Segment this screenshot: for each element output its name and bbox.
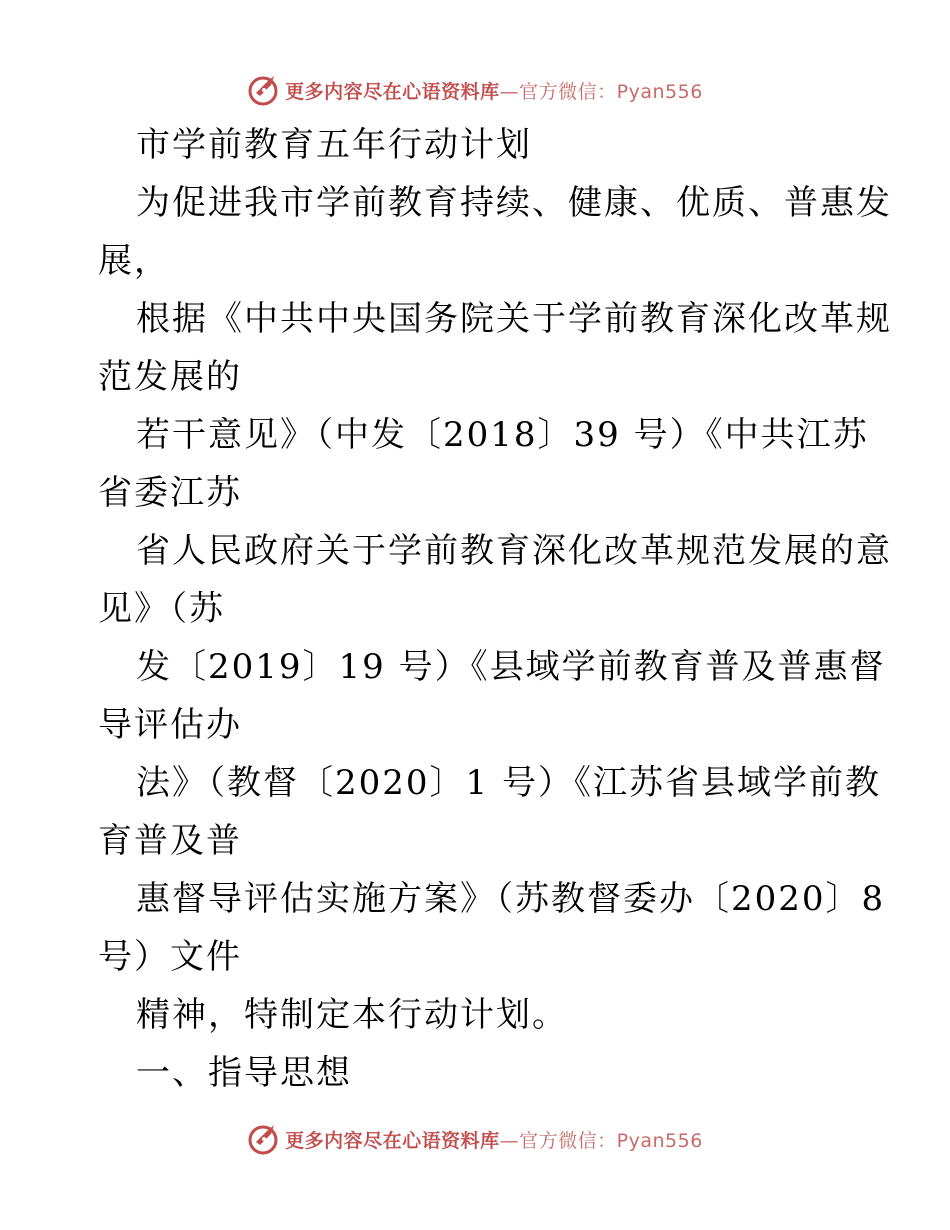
pen-logo-icon xyxy=(247,73,281,107)
banner-site-text: 更多内容尽在心语资料库 xyxy=(285,80,500,103)
paragraph-line: 见》（苏 xyxy=(98,589,225,629)
paragraph-line: 号）文件 xyxy=(98,937,242,977)
paragraph-line: 范发展的 xyxy=(98,357,242,397)
section-heading: 一、指导思想 xyxy=(136,1053,352,1093)
footer-watermark xyxy=(0,1119,950,1159)
document-body xyxy=(98,116,892,1102)
paragraph-line: 发〔2019〕19 号）《县域学前教育普及普惠督 xyxy=(136,647,886,687)
banner-wechat-text: 官方微信：Pyan556 xyxy=(519,80,703,103)
document-title: 市学前教育五年行动计划 xyxy=(136,125,532,165)
banner-dash: — xyxy=(499,1129,520,1152)
pen-logo-icon xyxy=(247,1122,281,1156)
header-watermark xyxy=(0,70,950,110)
paragraph-line: 精神，特制定本行动计划。 xyxy=(136,995,568,1035)
paragraph-line: 省人民政府关于学前教育深化改革规范发展的意 xyxy=(136,531,892,571)
paragraph-line: 若干意见》（中发〔2018〕39 号）《中共江苏 xyxy=(136,415,869,455)
paragraph-line: 省委江苏 xyxy=(98,473,242,513)
banner-site-text: 更多内容尽在心语资料库 xyxy=(285,1129,500,1152)
paragraph-line: 为促进我市学前教育持续、健康、优质、普惠发 xyxy=(136,183,892,223)
paragraph-line: 惠督导评估实施方案》（苏教督委办〔2020〕8 xyxy=(136,879,886,919)
paragraph-line: 根据《中共中央国务院关于学前教育深化改革规 xyxy=(136,299,892,339)
banner-wechat-text: 官方微信：Pyan556 xyxy=(519,1129,703,1152)
paragraph-line: 法》（教督〔2020〕1 号）《江苏省县域学前教 xyxy=(136,763,881,803)
paragraph-line: 展， xyxy=(98,241,170,281)
paragraph-line: 育普及普 xyxy=(98,821,242,861)
paragraph-line: 导评估办 xyxy=(98,705,242,745)
banner-dash: — xyxy=(499,80,520,103)
